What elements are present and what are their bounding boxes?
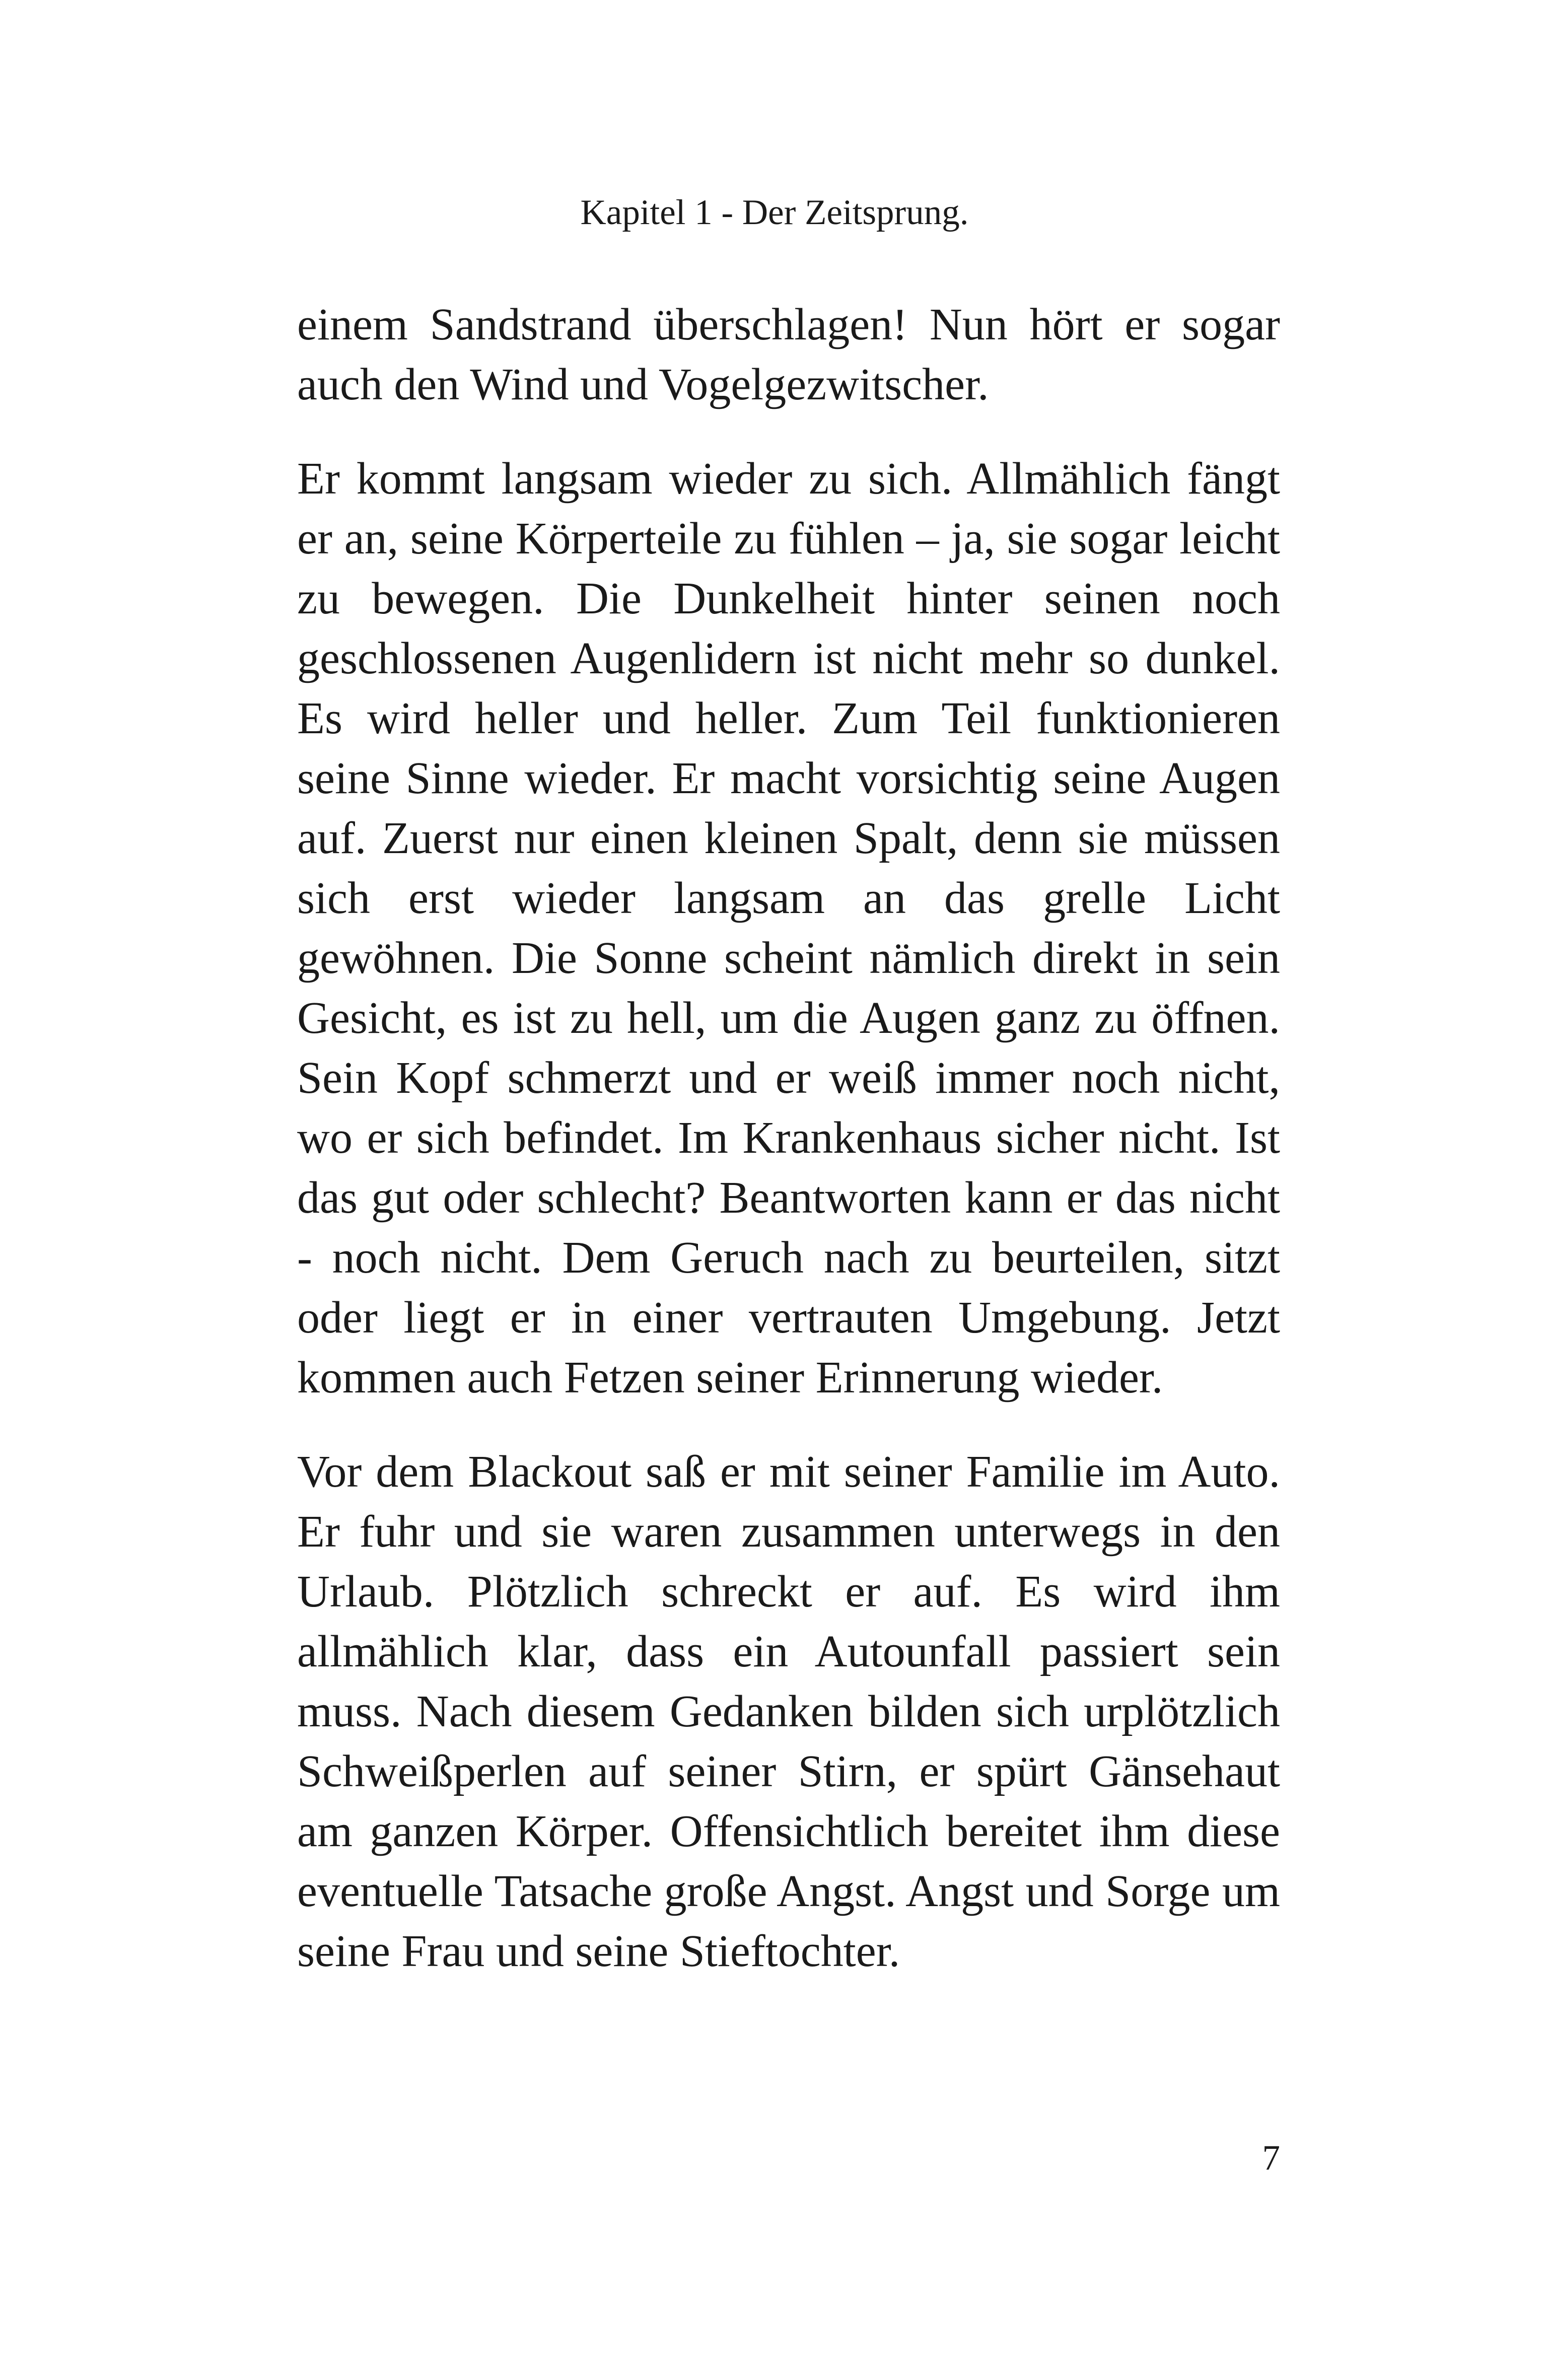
paragraph-2: Er kommt langsam wieder zu sich. Allmählich fängt er an, seine Körperteile zu fühlen – ja, sie sogar leicht zu bewegen. Die Dunkelheit hinter seinen noch geschlossenen Augenlidern ist nicht mehr so dunkel. Es wird heller und heller. Zum Teil funktionieren seine Sinne wieder. Er macht vorsichtig seine Augen auf. Zuerst nur einen kleinen Spalt, denn sie müssen sich erst wieder langsam an das grelle Licht gewöhnen. Die Sonne scheint nämlich direkt in sein Gesicht, es ist zu hell, um die Augen ganz zu öffnen. Sein Kopf schmerzt und er weiß immer noch nicht, wo er sich befindet. Im Krankenhaus sicher nicht. Ist das gut oder schlecht? Beantworten kann er das nicht - noch nicht. Dem Geruch nach zu beurteilen, sitzt oder liegt er in einer vertrauten Umgebung. Jetzt kommen auch Fetzen seiner Erinnerung wieder. [297,454,1280,1403]
paragraph-3: Vor dem Blackout saß er mit seiner Familie im Auto. Er fuhr und sie waren zusammen unterwegs in den Urlaub. Plötzlich schreckt er auf. Es wird ihm allmählich klar, dass ein Autounfall passiert sein muss. Nach diesem Gedanken bilden sich urplötzlich Schweißperlen auf seiner Stirn, er spürt Gänsehaut am ganzen Körper. Offensichtlich bereitet ihm diese eventuelle Tatsache große Angst. Angst und Sorge um seine Frau und seine Stieftochter. [297,1447,1280,1976]
page-number: 7 [1262,2138,1280,2178]
paragraph-1: einem Sandstrand überschlagen! Nun hört er sogar auch den Wind und Vogelgezwitscher. [297,300,1280,409]
running-header: Kapitel 1 - Der Zeitsprung. [580,193,969,232]
body-text [297,295,1280,2015]
